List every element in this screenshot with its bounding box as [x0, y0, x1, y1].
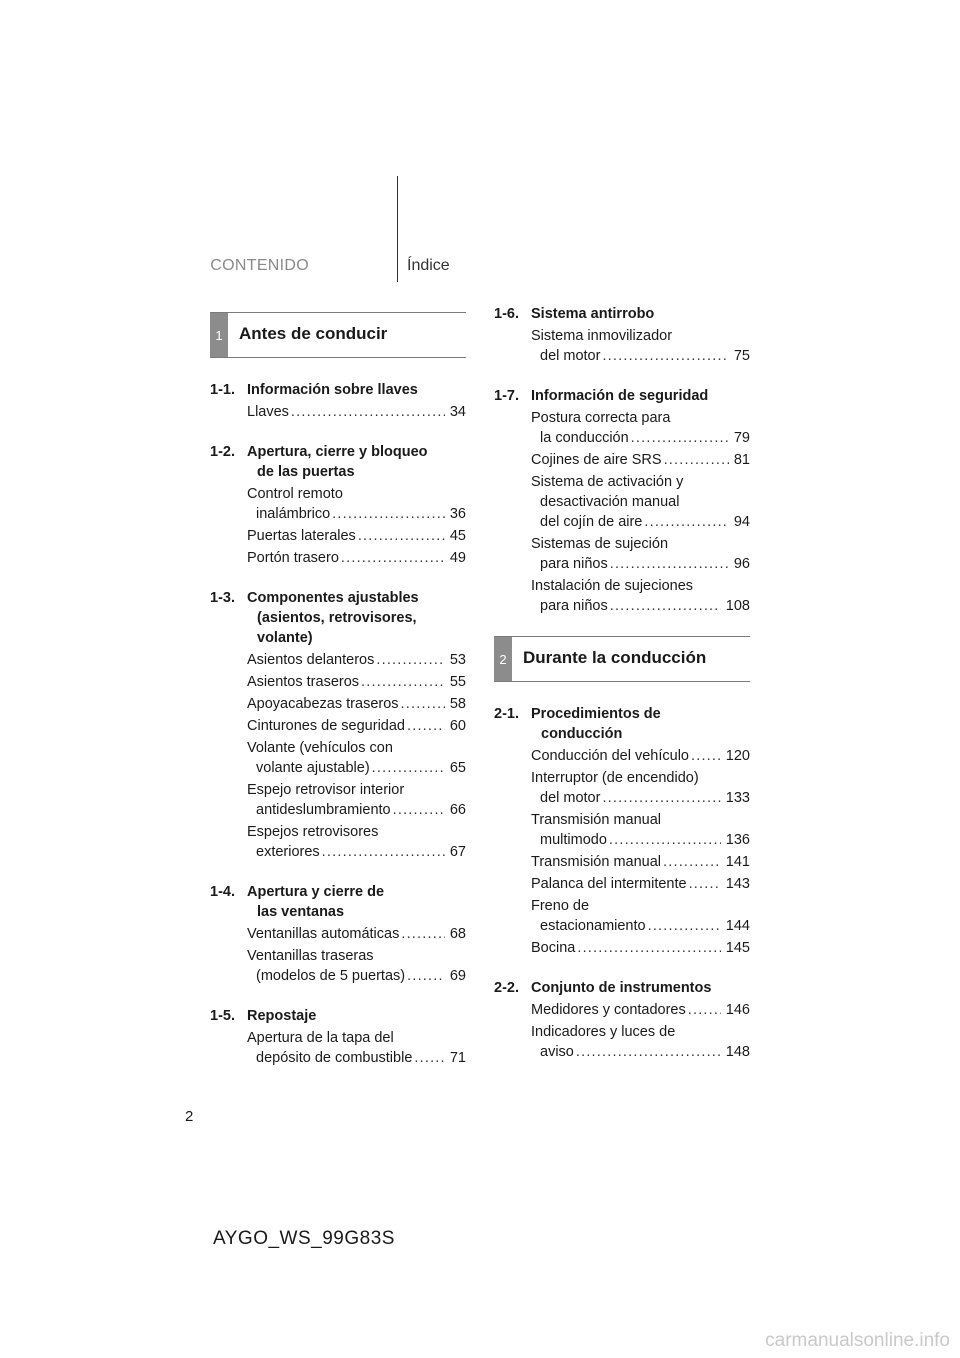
toc-entry-text: Espejo retrovisor interior: [247, 782, 405, 798]
toc-group-number: 2-2.: [494, 980, 519, 996]
toc-entry-text: desactivación manual: [540, 494, 680, 510]
dot-leader: [664, 450, 729, 470]
dot-leader: [393, 800, 445, 820]
dot-leader: [602, 788, 720, 808]
toc-entry-line: [247, 1048, 466, 1068]
toc-entry-page: 36: [449, 506, 466, 522]
toc-entry-page: 146: [725, 1002, 750, 1018]
toc-entry-line: [531, 746, 750, 766]
toc-group: [494, 386, 750, 616]
toc-entry-text: Postura correcta para: [531, 410, 671, 426]
toc-entry-text: Transmisión manual: [531, 812, 662, 828]
toc-group: [210, 380, 466, 422]
dot-leader: [644, 512, 728, 532]
toc-entry[interactable]: [247, 946, 466, 986]
toc-entry-text: multimodo: [540, 832, 607, 848]
toc-entry[interactable]: [247, 650, 466, 670]
toc-entry[interactable]: [247, 822, 466, 862]
toc-entry[interactable]: [531, 896, 750, 936]
dot-leader: [610, 596, 721, 616]
toc-entry-line: [531, 1000, 750, 1020]
toc-group-number: 1-7.: [494, 388, 519, 404]
section-header-1: [210, 312, 466, 358]
toc-entry[interactable]: [247, 484, 466, 524]
toc-entry-line: [531, 788, 750, 808]
toc-group-heading[interactable]: [210, 882, 466, 922]
page-number: 2: [185, 1108, 194, 1125]
toc-group-title-line: Información sobre llaves: [247, 382, 418, 398]
toc-entry-line: [531, 428, 750, 448]
toc-group-title-line: Procedimientos de: [531, 706, 661, 722]
toc-entry-line: [247, 800, 466, 820]
header-index-link[interactable]: Índice: [407, 257, 450, 274]
dot-leader: [341, 548, 445, 568]
section-number: 2: [494, 637, 512, 681]
toc-entry-line: [247, 526, 466, 546]
toc-entry-page: 55: [449, 674, 466, 690]
dot-leader: [663, 852, 721, 872]
toc-group-number: 1-6.: [494, 306, 519, 322]
toc-entry-line: [247, 946, 466, 966]
toc-entry-line: [531, 1042, 750, 1062]
toc-group-number: 1-2.: [210, 444, 235, 460]
toc-group-number: 1-3.: [210, 590, 235, 606]
toc-entry-text: depósito de combustible: [256, 1050, 413, 1066]
toc-group: [494, 704, 750, 958]
toc-entry[interactable]: [531, 810, 750, 850]
toc-entry-page: 60: [449, 718, 466, 734]
toc-entry[interactable]: [247, 672, 466, 692]
toc-entry[interactable]: [247, 1028, 466, 1068]
toc-entry-page: 133: [725, 790, 750, 806]
toc-entry-text: Cinturones de seguridad: [247, 718, 405, 734]
dot-leader: [689, 874, 721, 894]
toc-entry[interactable]: [247, 526, 466, 546]
toc-group-title: [531, 978, 750, 998]
toc-entry-text: antideslumbramiento: [256, 802, 391, 818]
toc-entry-line: [531, 810, 750, 830]
toc-entry-line: [531, 1022, 750, 1042]
toc-entry-page: 136: [725, 832, 750, 848]
document-code: AYGO_WS_99G83S: [213, 1228, 395, 1249]
toc-entry-text: aviso: [540, 1044, 574, 1060]
toc-entry-text: la conducción: [540, 430, 629, 446]
toc-entry-line: [247, 548, 466, 568]
toc-left-column: [210, 312, 466, 1088]
dot-leader: [648, 916, 721, 936]
dot-leader: [407, 716, 445, 736]
toc-entry-text: Indicadores y luces de: [531, 1024, 676, 1040]
dot-leader: [691, 746, 721, 766]
toc-entry-line: [247, 966, 466, 986]
toc-group-number: 1-5.: [210, 1008, 235, 1024]
toc-group-heading[interactable]: [494, 704, 750, 744]
toc-entry-text: Puertas laterales: [247, 528, 356, 544]
toc-group-title: [531, 386, 750, 406]
toc-group-title: [247, 882, 466, 922]
dot-leader: [361, 672, 445, 692]
toc-group-title-line: Repostaje: [247, 1008, 317, 1024]
toc-group-heading[interactable]: [494, 978, 750, 998]
toc-entry[interactable]: [531, 1022, 750, 1062]
toc-group-title-line: conducción: [541, 726, 623, 742]
toc-entry-page: 34: [449, 404, 466, 420]
toc-entry-page: 144: [725, 918, 750, 934]
toc-entry-text: Sistema inmovilizador: [531, 328, 673, 344]
toc-entry[interactable]: [531, 874, 750, 894]
header-divider: [397, 176, 398, 282]
toc-entry[interactable]: [247, 402, 466, 422]
toc-entry[interactable]: [531, 1000, 750, 1020]
toc-entry-text: (modelos de 5 puertas): [256, 968, 406, 984]
toc-entry-text: Freno de: [531, 898, 590, 914]
toc-group-title: [531, 304, 750, 324]
toc-entry-text: Ventanillas automáticas: [247, 926, 400, 942]
toc-entry-line: [247, 672, 466, 692]
toc-entry-line: [531, 916, 750, 936]
toc-entry-text: volante ajustable): [256, 760, 370, 776]
toc-entry-page: 69: [449, 968, 466, 984]
toc-entry-line: [247, 1028, 466, 1048]
toc-entry[interactable]: [531, 450, 750, 470]
watermark: carmanualsonline.info: [765, 1330, 950, 1351]
toc-entry-line: [247, 716, 466, 736]
toc-entry-line: [247, 924, 466, 944]
section-title[interactable]: Antes de conducir: [239, 324, 388, 343]
toc-entry-page: 58: [449, 696, 466, 712]
toc-entry-text: Instalación de sujeciones: [531, 578, 694, 594]
toc-entry-text: Volante (vehículos con: [247, 740, 393, 756]
toc-entry-text: para niños: [540, 598, 608, 614]
toc-entry-line: [531, 874, 750, 894]
toc-group: [210, 1006, 466, 1068]
toc-entry-text: del motor: [540, 790, 601, 806]
toc-entry-page: 65: [449, 760, 466, 776]
toc-entry-line: [531, 512, 750, 532]
toc-entry-line: [247, 842, 466, 862]
toc-entry-text: Apertura de la tapa del: [247, 1030, 394, 1046]
toc-entry-line: [531, 576, 750, 596]
toc-entry-page: 45: [449, 528, 466, 544]
toc-entry-text: Sistemas de sujeción: [531, 536, 669, 552]
toc-entry-text: Ventanillas traseras: [247, 948, 374, 964]
toc-group-heading[interactable]: [210, 380, 466, 400]
toc-entry-text: del motor: [540, 348, 601, 364]
toc-entry-text: Interruptor (de encendido): [531, 770, 699, 786]
dot-leader: [322, 842, 445, 862]
toc-entry[interactable]: [531, 326, 750, 366]
toc-group-title-line: las ventanas: [257, 904, 345, 920]
toc-entry-page: 94: [733, 514, 750, 530]
toc-entry-text: para niños: [540, 556, 608, 572]
dot-leader: [602, 346, 728, 366]
toc-entry-line: [247, 650, 466, 670]
toc-entry-line: [531, 450, 750, 470]
toc-entry-text: Asientos delanteros: [247, 652, 375, 668]
toc-entry-page: 148: [725, 1044, 750, 1060]
toc-group: [494, 978, 750, 1062]
toc-entry-text: Palanca del intermitente: [531, 876, 687, 892]
toc-entry-page: 71: [449, 1050, 466, 1066]
toc-entry-line: [531, 938, 750, 958]
toc-entry-line: [531, 472, 750, 492]
toc-entry-line: [531, 492, 750, 512]
toc-entry-text: Espejos retrovisores: [247, 824, 379, 840]
dot-leader: [401, 924, 445, 944]
toc-entry[interactable]: [531, 408, 750, 448]
toc-group: [210, 882, 466, 986]
toc-group-number: 1-4.: [210, 884, 235, 900]
toc-entry-page: 143: [725, 876, 750, 892]
toc-group-title-line: Conjunto de instrumentos: [531, 980, 712, 996]
toc-group-title: [531, 704, 750, 744]
toc-entry-line: [531, 326, 750, 346]
toc-entry[interactable]: [531, 472, 750, 532]
toc-entry-text: Cojines de aire SRS: [531, 452, 662, 468]
toc-entry-text: Sistema de activación y: [531, 474, 684, 490]
toc-entry-text: del cojín de aire: [540, 514, 643, 530]
toc-entry-line: [531, 896, 750, 916]
toc-entry-line: [531, 554, 750, 574]
toc-group: [210, 442, 466, 568]
toc-entry-line: [531, 346, 750, 366]
toc-entry-page: 96: [733, 556, 750, 572]
dot-leader: [610, 554, 729, 574]
toc-entry[interactable]: [247, 780, 466, 820]
toc-entry-line: [531, 534, 750, 554]
toc-entry-page: 79: [733, 430, 750, 446]
toc-entry-page: 53: [449, 652, 466, 668]
toc-group-title-line: de las puertas: [257, 464, 355, 480]
dot-leader: [372, 758, 445, 778]
toc-entry-page: 67: [449, 844, 466, 860]
toc-entry-text: Bocina: [531, 940, 576, 956]
toc-group-number: 2-1.: [494, 706, 519, 722]
toc-group-title: [247, 588, 466, 648]
toc-entry-page: 81: [733, 452, 750, 468]
toc-entry[interactable]: [531, 768, 750, 808]
toc-group: [494, 304, 750, 366]
toc-entry-line: [531, 408, 750, 428]
toc-entry-text: Asientos traseros: [247, 674, 360, 690]
toc-entry-line: [247, 484, 466, 504]
toc-entry-line: [531, 852, 750, 872]
dot-leader: [291, 402, 445, 422]
dot-leader: [414, 1048, 444, 1068]
dot-leader: [576, 1042, 721, 1062]
toc-entry-page: 75: [733, 348, 750, 364]
toc-entry[interactable]: [247, 738, 466, 778]
toc-group-title: [247, 442, 466, 482]
toc-group-title: [247, 380, 466, 400]
toc-entry-line: [247, 738, 466, 758]
toc-entry[interactable]: [531, 746, 750, 766]
dot-leader: [401, 694, 445, 714]
toc-entry-page: 141: [725, 854, 750, 870]
dot-leader: [407, 966, 445, 986]
toc-entry-page: 49: [449, 550, 466, 566]
toc-entry-line: [247, 780, 466, 800]
toc-entry-text: estacionamiento: [540, 918, 646, 934]
toc-entry[interactable]: [531, 534, 750, 574]
toc-entry[interactable]: [247, 548, 466, 568]
toc-entry-text: Transmisión manual: [531, 854, 662, 870]
toc-entry-line: [247, 402, 466, 422]
dot-leader: [358, 526, 445, 546]
toc-group-title-line: volante): [257, 630, 313, 646]
toc-entry-text: inalámbrico: [256, 506, 331, 522]
toc-entry-page: 145: [725, 940, 750, 956]
toc-entry[interactable]: [247, 694, 466, 714]
toc-entry-text: Apoyacabezas traseros: [247, 696, 399, 712]
toc-right-column: [494, 304, 750, 1082]
toc-group-number: 1-1.: [210, 382, 235, 398]
toc-group-heading[interactable]: [494, 304, 750, 324]
dot-leader: [631, 428, 729, 448]
toc-group-heading[interactable]: [210, 1006, 466, 1026]
toc-entry-text: exteriores: [256, 844, 320, 860]
toc-group-heading[interactable]: [210, 588, 466, 648]
toc-group-heading[interactable]: [210, 442, 466, 482]
section-header-2: [494, 636, 750, 682]
toc-entry-line: [531, 596, 750, 616]
toc-entry-line: [247, 822, 466, 842]
toc-entry-line: [247, 694, 466, 714]
toc-group-title-line: Apertura y cierre de: [247, 884, 385, 900]
toc-entry-page: 66: [449, 802, 466, 818]
dot-leader: [688, 1000, 721, 1020]
dot-leader: [577, 938, 720, 958]
toc-entry-page: 68: [449, 926, 466, 942]
dot-leader: [332, 504, 445, 524]
toc-entry-text: Medidores y contadores: [531, 1002, 686, 1018]
toc-entry-text: Portón trasero: [247, 550, 339, 566]
toc-group-title-line: Apertura, cierre y bloqueo: [247, 444, 428, 460]
header-contents-link[interactable]: CONTENIDO: [210, 257, 309, 274]
section-number: 1: [210, 313, 228, 357]
toc-entry[interactable]: [531, 938, 750, 958]
toc-group-title-line: (asientos, retrovisores,: [257, 610, 417, 626]
toc-entry[interactable]: [531, 852, 750, 872]
toc-entry-text: Control remoto: [247, 486, 343, 502]
toc-entry-line: [531, 768, 750, 788]
toc-entry-line: [247, 504, 466, 524]
toc-entry-line: [531, 830, 750, 850]
toc-entry[interactable]: [247, 924, 466, 944]
toc-entry[interactable]: [531, 576, 750, 616]
dot-leader: [609, 830, 721, 850]
toc-entry-text: Llaves: [247, 404, 289, 420]
toc-entry-page: 108: [725, 598, 750, 614]
toc-group-title-line: Sistema antirrobo: [531, 306, 655, 322]
toc-group-heading[interactable]: [494, 386, 750, 406]
toc-entry-page: 120: [725, 748, 750, 764]
toc-entry-line: [247, 758, 466, 778]
toc-entry[interactable]: [247, 716, 466, 736]
toc-group-title-line: Componentes ajustables: [247, 590, 419, 606]
toc-group-title: [247, 1006, 466, 1026]
toc-group-title-line: Información de seguridad: [531, 388, 709, 404]
toc-group: [210, 588, 466, 862]
dot-leader: [376, 650, 445, 670]
section-title[interactable]: Durante la conducción: [523, 648, 707, 667]
toc-entry-text: Conducción del vehículo: [531, 748, 689, 764]
